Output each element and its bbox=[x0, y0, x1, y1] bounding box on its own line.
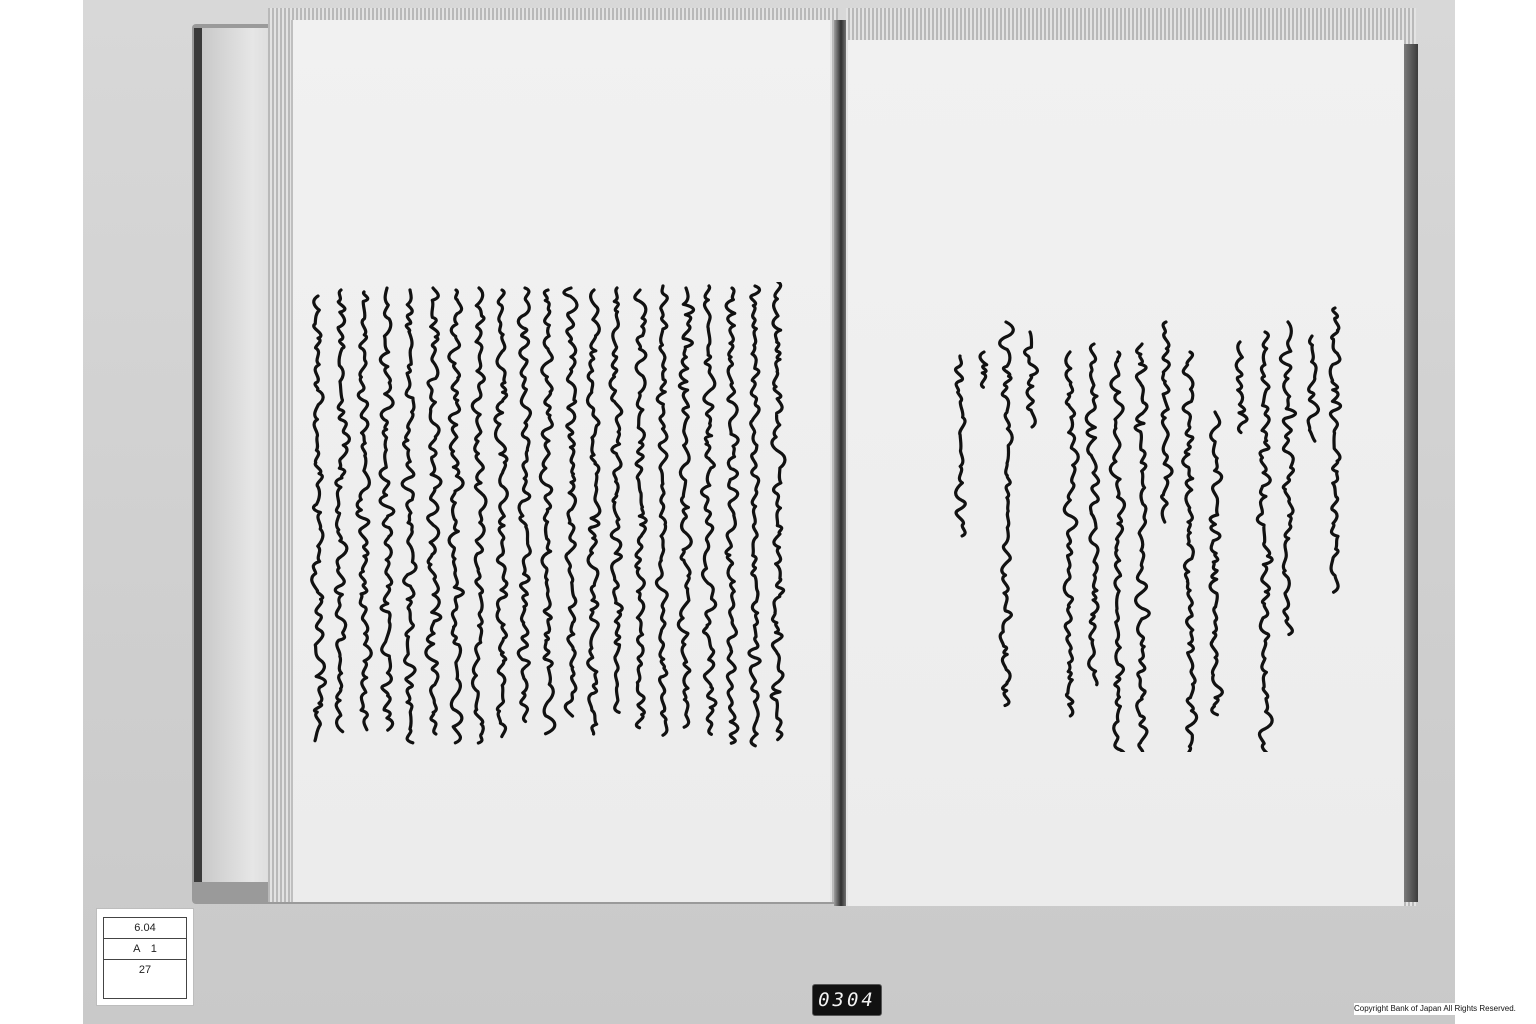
handwriting-stroke bbox=[980, 352, 987, 387]
right-page-handwriting bbox=[880, 292, 1350, 752]
handwriting-stroke bbox=[540, 290, 554, 734]
handwriting-stroke bbox=[702, 286, 716, 734]
frame-counter: 0304 bbox=[812, 984, 882, 1016]
handwriting-stroke bbox=[335, 290, 349, 732]
handwriting-stroke bbox=[1086, 344, 1098, 685]
handwriting-stroke bbox=[726, 288, 738, 743]
handwriting-stroke bbox=[1308, 336, 1318, 441]
handwriting-stroke bbox=[518, 288, 530, 721]
handwriting-stroke bbox=[1183, 352, 1197, 752]
copyright-notice: Copyright Bank of Japan All Rights Reserved. bbox=[1354, 1003, 1536, 1015]
handwriting-stroke bbox=[472, 288, 486, 743]
handwriting-stroke bbox=[380, 288, 394, 730]
label-row-number: 6.04 bbox=[104, 918, 186, 939]
handwriting-stroke bbox=[1162, 322, 1172, 522]
handwriting-stroke bbox=[1236, 342, 1247, 433]
handwriting-stroke bbox=[588, 290, 600, 734]
handwriting-stroke bbox=[402, 290, 416, 743]
handwriting-stroke bbox=[1135, 344, 1149, 752]
handwriting-stroke bbox=[610, 288, 622, 712]
handwriting-stroke bbox=[357, 292, 371, 730]
handwriting-stroke bbox=[635, 290, 646, 728]
handwriting-stroke bbox=[1280, 322, 1295, 634]
book-right-edge bbox=[1404, 44, 1418, 902]
handwriting-stroke bbox=[656, 286, 667, 735]
label-table bbox=[103, 917, 187, 999]
handwriting-stroke bbox=[1330, 308, 1340, 592]
handwriting-stroke bbox=[1000, 322, 1014, 706]
handwriting-stroke bbox=[1210, 412, 1222, 715]
handwriting-stroke bbox=[1257, 332, 1272, 752]
label-row-volume: 27 bbox=[138, 964, 152, 976]
handwriting-stroke bbox=[312, 296, 326, 741]
handwriting-stroke bbox=[749, 286, 760, 746]
handwriting-stroke bbox=[678, 288, 693, 727]
left-page-handwriting bbox=[300, 282, 820, 752]
catalogue-label bbox=[96, 908, 194, 1006]
handwriting-stroke bbox=[1064, 352, 1078, 716]
label-row-series: A 1 bbox=[104, 939, 186, 960]
handwriting-stroke bbox=[771, 282, 785, 740]
handwriting-stroke bbox=[1025, 332, 1038, 427]
handwriting-stroke bbox=[426, 288, 441, 734]
handwriting-stroke bbox=[564, 288, 577, 716]
handwriting-stroke bbox=[956, 356, 966, 536]
handwriting-stroke bbox=[449, 290, 463, 743]
handwriting-stroke bbox=[495, 290, 507, 737]
handwriting-stroke bbox=[1110, 352, 1124, 752]
